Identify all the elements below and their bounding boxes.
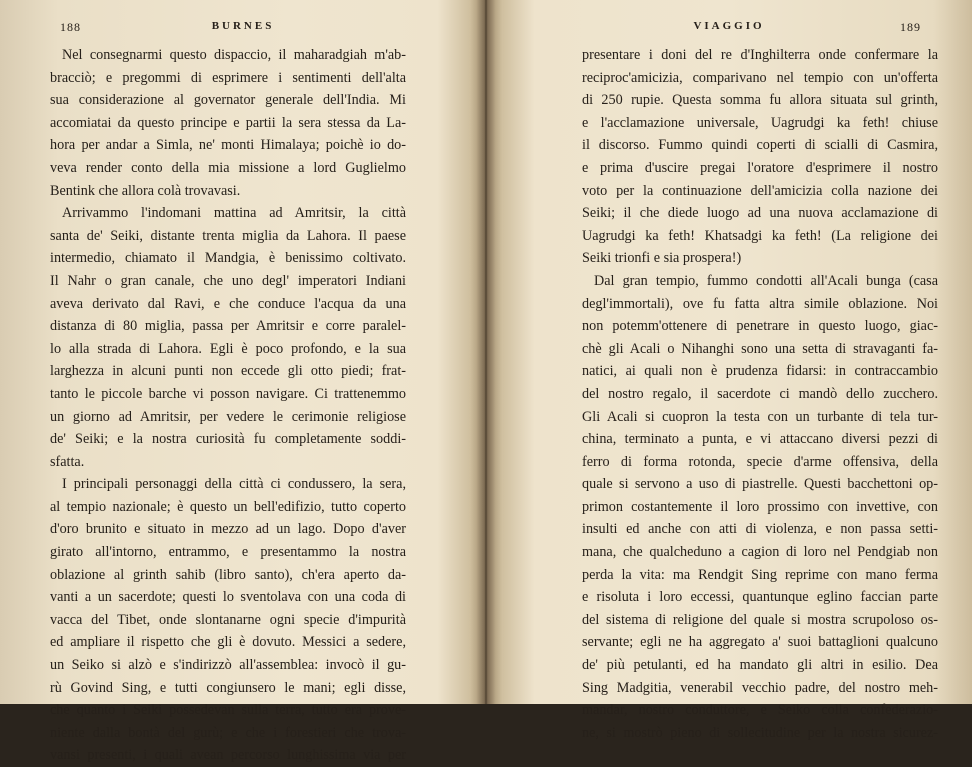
text-line: d'oro brunito e situato in mezzo ad un lago. Dopo d'aver bbox=[50, 521, 406, 538]
text-line: de' Seiki; e la nostra curiosità fu completamente soddi- bbox=[50, 431, 406, 448]
text-line: oblazione al grinth sahib (libro santo), ch'era aperto da- bbox=[50, 566, 406, 583]
running-head: VIAGGIO bbox=[693, 20, 765, 32]
text-line: china, terminato a punta, e vi attaccano diversi pezzi di bbox=[582, 431, 938, 448]
text-line: ed ampliare il rispetto che gli è dovuto. Messici a sedere, bbox=[50, 634, 406, 651]
text-line: lo alla strada di Lahora. Egli è poco profondo, e la sua bbox=[50, 340, 406, 357]
text-line: natici, ai quali non è prudenza fidarsi: in contraccambio bbox=[582, 363, 938, 380]
text-line: primon costantemente il loro prossimo con invettive, con bbox=[582, 498, 938, 515]
text-line: del nostro regalo, il sacerdote ci mandò dello zucchero. bbox=[582, 385, 938, 402]
text-line: bracciò; e pregommi di esprimere i sentimenti dell'alta bbox=[50, 69, 406, 86]
text-line: niente dalla bontà del gurù; e che i forestieri che trova- bbox=[50, 724, 406, 741]
text-line: tanto le piccole barche vi posson navigare. Ci trattenemmo bbox=[50, 385, 406, 402]
text-line: distanza di 80 miglia, passa per Amritsir e corre paralel- bbox=[50, 318, 406, 335]
text-line: accomiatai da questo principe e partii la sera stessa da La- bbox=[50, 114, 406, 131]
text-line: presentare i doni del re d'Inghilterra onde confermare la bbox=[582, 47, 938, 63]
text-line: larghezza in alcuni punti non eccede gli otto piedi; frat- bbox=[50, 363, 406, 380]
text-line: Gli Acali si cuopron la testa con un turbante di tela tur- bbox=[582, 408, 938, 425]
page-number: 189 bbox=[900, 20, 921, 34]
text-line: vansi presenti, i quali avean percorso lunghissima via per bbox=[50, 747, 406, 764]
text-line: e l'acclamazione universale, Uagrudgi ka feth! chiuse bbox=[582, 114, 938, 131]
text-line: hora per andar a Simla, ne' monti Himalaya; poichè io do- bbox=[50, 137, 406, 154]
text-line: perda la vita: ma Rendgit Sing reprime con mano ferma bbox=[582, 566, 938, 583]
text-line: Dal gran tempio, fummo condotti all'Acali bunga (casa bbox=[594, 272, 938, 289]
text-line: Seiki trionfi e sia prospera!) bbox=[582, 250, 742, 267]
text-line: Bentink che allora colà trovavasi. bbox=[50, 182, 241, 199]
text-line: de' più petulanti, ed ha mandato gli altri in esilio. Dea bbox=[582, 657, 938, 674]
text-line: Uagrudgi ka feth! Khatsadgi ka feth! (La religione dei bbox=[582, 227, 938, 244]
text-line: un giorno ad Amritsir, per vedere le cerimonie religiose bbox=[50, 408, 406, 425]
text-line: sua considerazione al governator generale dell'India. Mi bbox=[50, 92, 406, 109]
text-line: mana, che qualcheduno a cagion di loro nel Pendgiab non bbox=[582, 544, 938, 561]
text-line: Seiki; il che diede luogo ad una nuova acclamazione di bbox=[582, 205, 938, 222]
text-line: ferro di forma rotonda, specie d'arme offensiva, della bbox=[582, 453, 938, 470]
text-line: reciproc'amicizia, comparivano nel tempio con un'offerta bbox=[582, 69, 938, 86]
text-line: Sing Madgitia, venerabil vecchio padre, del nostro meh- bbox=[582, 679, 938, 696]
text-line: mandar, nostro conduttore, e Seiko colla confederazio- bbox=[582, 702, 938, 719]
text-line: e prima d'uscire pregai l'oratore d'esprimere il nostro bbox=[582, 159, 938, 176]
text-line: del sistema di religione del quale si mostra scrupoloso os- bbox=[582, 611, 938, 628]
text-line: degl'immortali), ove fu fatta altra simile oblazione. Noi bbox=[582, 295, 938, 312]
text-line: al tempio nazionale; è questo un bell'edifizio, tutto coperto bbox=[50, 498, 406, 515]
text-line: intermedio, chiamato il Mandgia, è benissimo coltivato. bbox=[50, 250, 406, 267]
text-line: girato all'intorno, entrammo, e presentammo la nostra bbox=[50, 544, 406, 561]
text-line: servante; egli ne ha aggregato a' suoi battaglioni qualcuno bbox=[582, 634, 938, 651]
text-line: Il Nahr o gran canale, che uno degl' imperatori Indiani bbox=[50, 272, 406, 289]
text-line: sfatta. bbox=[50, 453, 85, 470]
text-line: I principali personaggi della città ci condussero, la sera, bbox=[62, 476, 406, 493]
running-head: BURNES bbox=[211, 20, 275, 32]
text-line: quale si servono a uso di piastrelle. Questi bacchettoni op- bbox=[582, 476, 938, 493]
text-line: Arrivammo l'indomani mattina ad Amritsir, la città bbox=[62, 205, 406, 222]
left-page bbox=[0, 0, 486, 764]
text-line: non potemm'ottenere di penetrare in questo luogo, giac- bbox=[582, 318, 938, 335]
text-line: rù Govind Sing, e tutti congiunsero le mani; egli disse, bbox=[50, 679, 406, 696]
text-line: che quanto i Seiki possedevan sulla terra, tutto era prove- bbox=[50, 702, 406, 719]
page-body bbox=[50, 44, 406, 767]
text-line: Nel consegnarmi questo dispaccio, il maharadgiah m'ab- bbox=[62, 47, 406, 63]
text-line: un Seiko si alzò e s'indirizzò all'assemblea: invocò il gu- bbox=[50, 657, 406, 674]
text-line: vanti a un sacerdote; questi lo sventolava con una coda di bbox=[50, 589, 406, 606]
text-line: santa de' Seiki, distante trenta miglia da Lahora. Il paese bbox=[50, 227, 406, 244]
text-line: voto per la continuazione dell'amicizia colla nazione dei bbox=[582, 182, 938, 199]
page-number: 188 bbox=[60, 20, 81, 34]
page-body bbox=[582, 44, 938, 744]
text-line: il discorso. Fummo quindi coperti di scialli di Casmira, bbox=[582, 137, 938, 154]
text-line: di 250 rupie. Questa somma fu allora situata sul grinth, bbox=[582, 92, 938, 109]
text-line: vacca del Tibet, onde slontanarne ogni specie d'impurità bbox=[50, 611, 406, 628]
text-line: e risoluta i loro eccessi, quantunque eglino faccian parte bbox=[582, 589, 938, 606]
text-line: veva render conto della mia missione a lord Guglielmo bbox=[50, 159, 406, 176]
right-page bbox=[486, 0, 972, 741]
text-line: insulti ed anche con atti di violenza, e non passa setti- bbox=[582, 521, 938, 538]
text-line: aveva derivato dal Ravi, e che conduce l'acqua da una bbox=[50, 295, 406, 312]
text-line: ne, si mostrò pieno di sollecitudine per la nostra sicurez- bbox=[582, 724, 938, 741]
text-line: chè gli Acali o Nihanghi sono una setta di stravaganti fa- bbox=[582, 340, 938, 357]
